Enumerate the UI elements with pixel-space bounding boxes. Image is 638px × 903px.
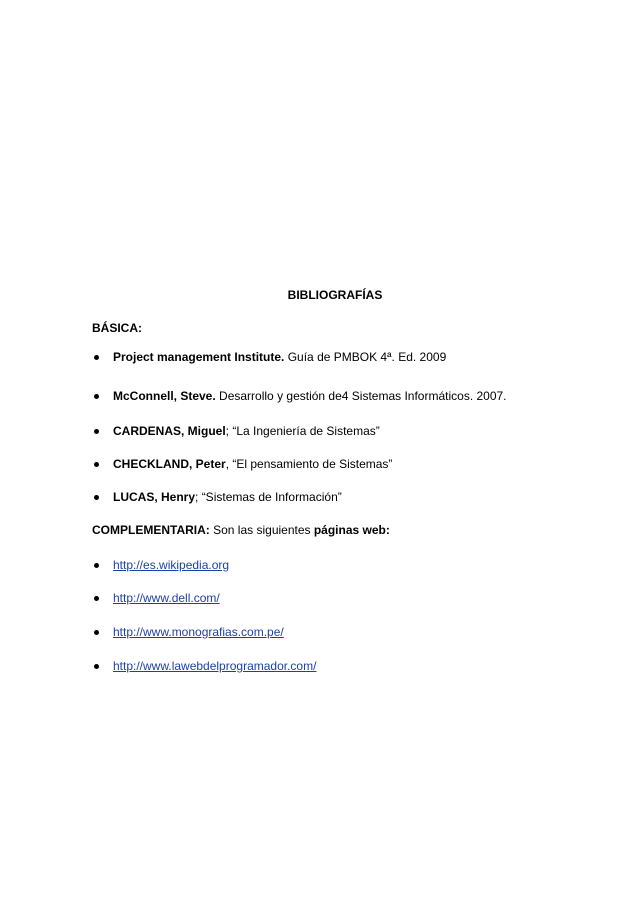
web-link-monografias[interactable]: http://www.monografias.com.pe/ (113, 625, 284, 639)
complementaria-label: COMPLEMENTARIA: (92, 523, 210, 537)
bullet-icon (94, 394, 99, 399)
bullet-icon (94, 596, 99, 601)
reference-title: Desarrollo y gestión de4 Sistemas Informáticos. 2007. (219, 389, 507, 403)
basica-label: BÁSICA: (92, 321, 142, 335)
bullet-icon (94, 355, 99, 360)
reference-separator: ; (195, 490, 202, 504)
complementaria-text: Son las siguientes (209, 523, 314, 537)
reference-title: “El pensamiento de Sistemas” (232, 457, 393, 471)
bullet-icon (94, 495, 99, 500)
reference-author: CARDENAS, Miguel (113, 424, 226, 438)
reference-author: CHECKLAND, Peter (113, 457, 226, 471)
page-title: BIBLIOGRAFÍAS (287, 288, 383, 302)
reference-title: “La Ingeniería de Sistemas” (232, 424, 380, 438)
complementaria-emphasis: páginas web: (313, 523, 390, 537)
reference-title: “Sistemas de Información” (201, 490, 342, 504)
web-link-wikipedia[interactable]: http://es.wikipedia.org (113, 558, 230, 572)
bullet-icon (94, 563, 99, 568)
bullet-icon (94, 664, 99, 669)
bullet-icon (94, 630, 99, 635)
reference-separator: ; (225, 424, 233, 438)
reference-title: Guía de PMBOK 4ª. Ed. 2009 (287, 350, 447, 364)
bullet-icon (94, 429, 99, 434)
reference-author: Project management Institute. (113, 350, 285, 364)
web-link-lawebdelprogramador[interactable]: http://www.lawebdelprogramador.com/ (113, 659, 317, 673)
bullet-icon (94, 462, 99, 467)
reference-author: McConnell, Steve. (113, 389, 216, 403)
web-link-dell[interactable]: http://www.dell.com/ (113, 591, 220, 605)
reference-author: LUCAS, Henry (113, 490, 196, 504)
reference-separator: , (225, 457, 233, 471)
